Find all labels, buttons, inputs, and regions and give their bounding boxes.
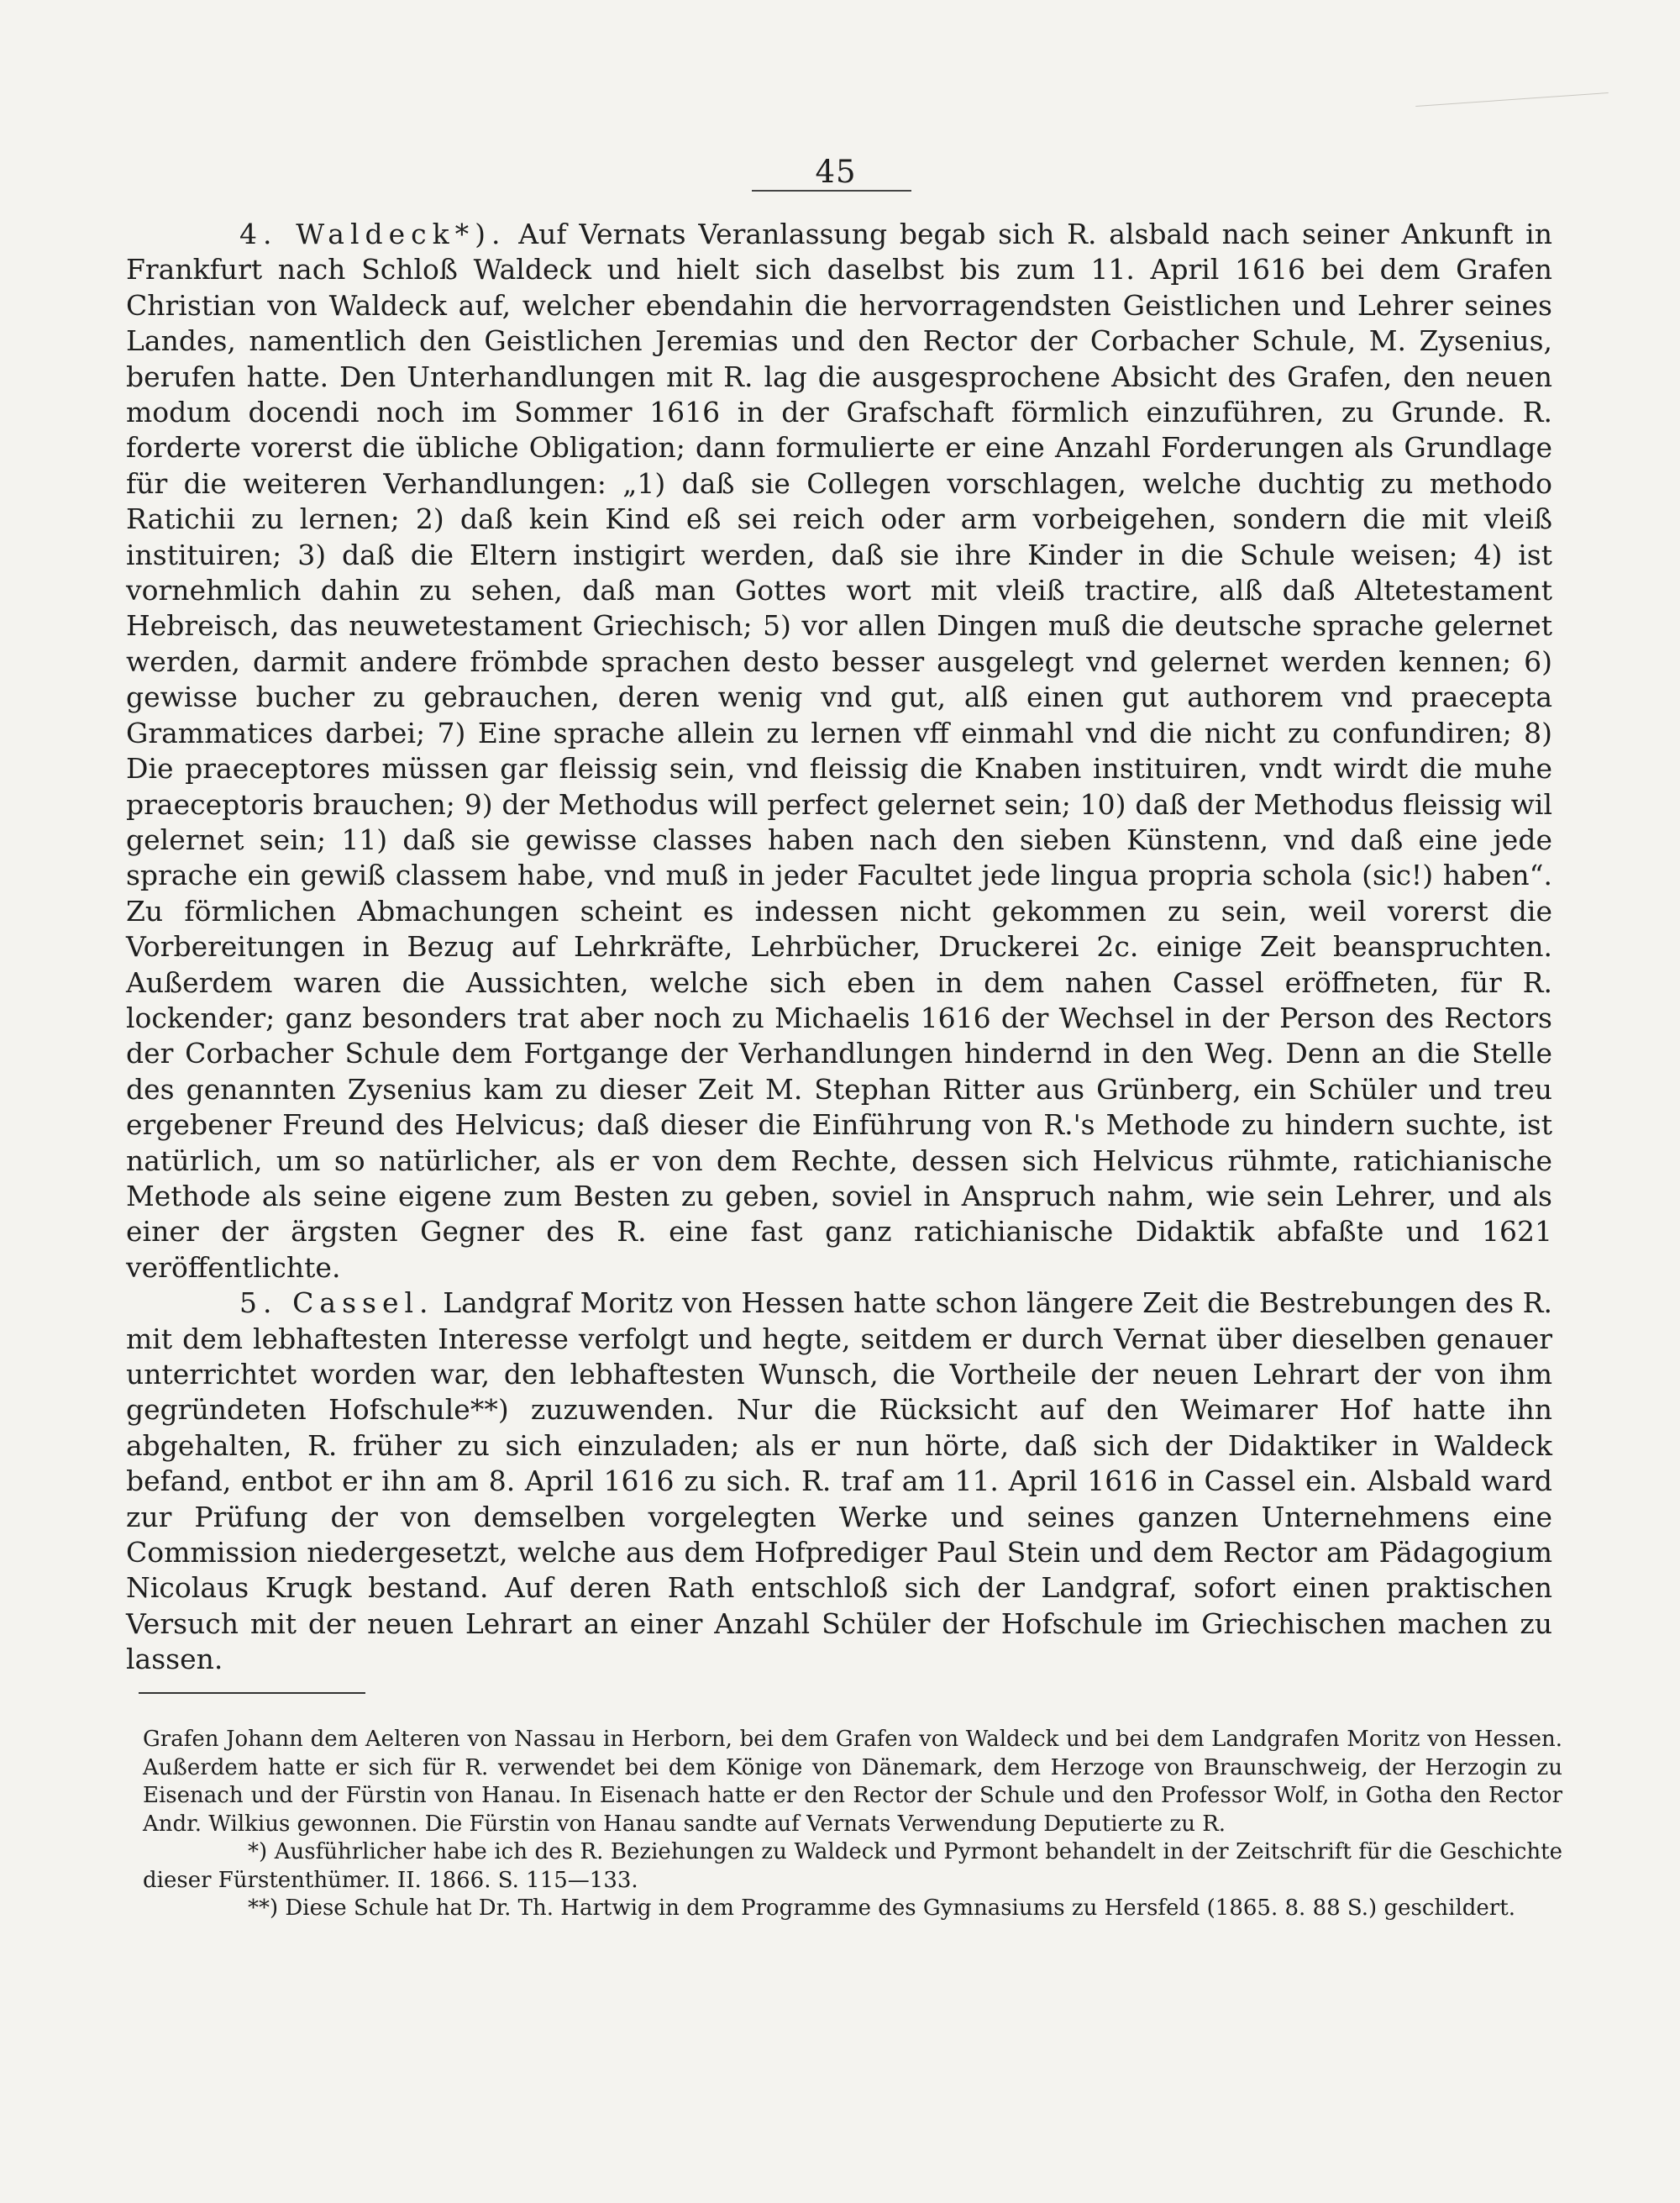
footnote-continuation: Grafen Johann dem Aelteren von Nassau in Herborn, bei dem Grafen von Waldeck und bei dem Landgrafen Moritz von Hessen. Außerdem hatte er sich für R. verwendet bei dem Könige von Dänemark, dem Herzoge von Braunschweig, der Herzogin zu Eisenach und der Fürstin von Hanau. In Eisenach hatte er den Rector der Schule und den Professor Wolf, in Gotha den Rector Andr. Wilkius gewonnen. Die Fürstin von Hanau sandte auf Vernats Verwendung Deputierte zu R. [143,1727,1562,1837]
footnote-waldeck: *) Ausführlicher habe ich des R. Beziehungen zu Waldeck und Pyrmont behandelt in der Zeitschrift für die Geschichte dieser Fürstenthümer. II. 1866. S. 115—133. [143,1839,1562,1893]
footnote-hofschule: **) Diese Schule hat Dr. Th. Hartwig in dem Programme des Gymnasiums zu Hersfeld (1865. 8. 88 S.) geschildert. [248,1895,1515,1921]
margin-pencil-mark [1415,92,1609,107]
main-text [126,217,1552,1678]
section-heading-cassel: 5. Cassel. [239,1286,434,1320]
page-number: 45 [815,154,857,190]
paragraph-waldeck [126,217,1552,1286]
footnote-rule [139,1692,365,1694]
footnotes [143,1726,1562,1923]
section-heading-waldeck: 4. Waldeck*). [239,218,507,250]
paragraph-cassel [126,1286,1552,1677]
page-number-rule [752,190,911,192]
paragraph-text-cassel: Landgraf Moritz von Hessen hatte schon längere Zeit die Bestrebungen des R. mit dem lebhaftesten Interesse verfolgt und hegte, seitdem er durch Vernat über dieselben genauer unterrichtet worden war, den lebhaftesten Wunsch, die Vortheile der neuen Lehrart der von ihm gegründeten Hofschule**) zuzuwenden. Nur die Rücksicht auf den Weimarer Hof hatte ihn abgehalten, R. früher zu sich einzuladen; als er nun hörte, daß sich der Didaktiker in Waldeck befand, entbot er ihn am 8. April 1616 zu sich. R. traf am 11. April 1616 in Cassel ein. Alsbald ward zur Prüfung der von demselben vorgelegten Werke und seines ganzen Unternehmens eine Commission niedergesetzt, welche aus dem Hofprediger Paul Stein und dem Rector am Pädagogium Nicolaus Krugk bestand. Auf deren Rath entschloß sich der Landgraf, sofort einen praktischen Versuch mit der neuen Lehrart an einer Anzahl Schüler der Hofschule im Griechischen machen zu lassen. [126,1286,1553,1676]
paragraph-text-waldeck: Auf Vernats Veranlassung begab sich R. alsbald nach seiner Ankunft in Frankfurt nach Schloß Waldeck und hielt sich daselbst bis zum 11. April 1616 bei dem Grafen Christian von Waldeck auf, welcher ebendahin die hervorragendsten Geistlichen und Lehrer seines Landes, namentlich den Geistlichen Jeremias und den Rector der Corbacher Schule, M. Zysenius, berufen hatte. Den Unterhandlungen mit R. lag die ausgesprochene Absicht des Grafen, den neuen modum docendi noch im Sommer 1616 in der Grafschaft förmlich einzuführen, zu Grunde. R. forderte vorerst die übliche Obligation; dann formulierte er eine Anzahl Forderungen als Grundlage für die weiteren Verhandlungen: „1) daß sie Collegen vorschlagen, welche duchtig zu methodo Ratichii zu lernen; 2) daß kein Kind eß sei reich oder arm vorbeigehen, sondern die mit vleiß instituiren; 3) daß die Eltern instigirt werden, daß sie ihre Kinder in die Schule weisen; 4) ist vornehmlich dahin zu sehen, daß man Gottes wort mit vleiß tractire, alß daß Altetestament Hebreisch, das neuwetestament Griechisch; 5) vor allen Dingen muß die deutsche sprache gelernet werden, darmit andere frömbde sprachen desto besser ausgelegt vnd gelernet werden kennen; 6) gewisse bucher zu gebrauchen, deren wenig vnd gut, alß einen gut authorem vnd praecepta Grammatices darbei; 7) Eine sprache allein zu lernen vff einmahl vnd die nicht zu confundiren; 8) Die praeceptores müssen gar fleissig sein, vnd fleissig die Knaben instituiren, vndt wirdt die muhe praeceptoris brauchen; 9) der Methodus will perfect gelernet sein; 10) daß der Methodus fleissig wil gelernet sein; 11) daß sie gewisse classes haben nach den sieben Künstenn, vnd daß eine jede sprache ein gewiß classem habe, vnd muß in jeder Facultet jede lingua propria schola (sic!) haben“. Zu förmlichen Abmachungen scheint es indessen nicht gekommen zu sein, weil vorerst die Vorbereitungen in Bezug auf Lehrkräfte, Lehrbücher, Druckerei 2c. einige Zeit beanspruchten. Außerdem waren die Aussichten, welche sich eben in dem nahen Cassel eröffneten, für R. lockender; ganz besonders trat aber noch zu Michaelis 1616 der Wechsel in der Person des Rectors der Corbacher Schule dem Fortgange der Verhandlungen hindernd in den Weg. Denn an die Stelle des genannten Zysenius kam zu dieser Zeit M. Stephan Ritter aus Grünberg, ein Schüler und treu ergebener Freund des Helvicus; daß dieser die Einführung von R.'s Methode zu hindern suchte, ist natürlich, um so natürlicher, als er von dem Rechte, dessen sich Helvicus rühmte, ratichianische Methode als seine eigene zum Besten zu geben, soviel in Anspruch nahm, wie sein Lehrer, und als einer der ärgsten Gegner des R. eine fast ganz ratichianische Didaktik abfaßte und 1621 veröffentlichte. [126,218,1552,1284]
